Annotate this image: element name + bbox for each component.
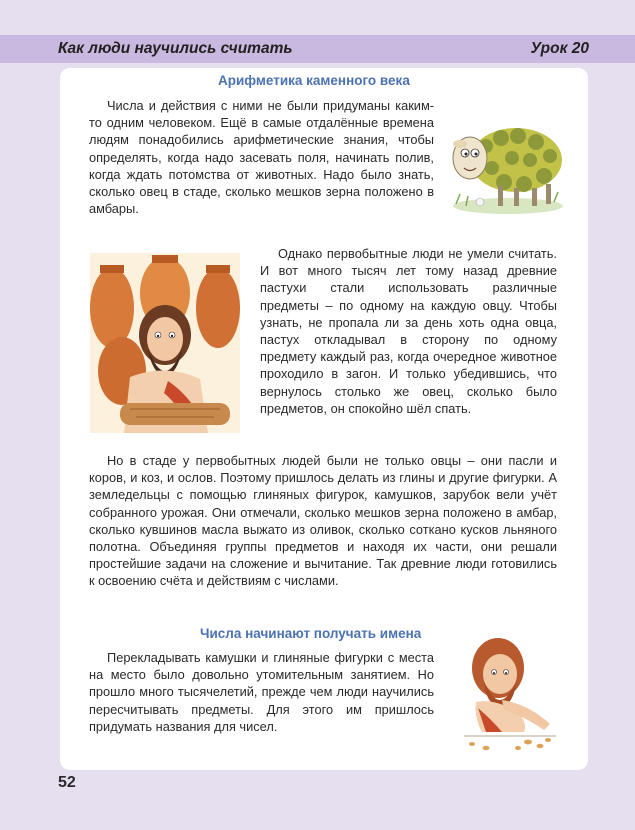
section-title-number-names: Числа начинают получать имена	[200, 626, 422, 641]
paragraph-number-names: Перекладывать камушки и глиняные фигурки с места на место было довольно утомительным занятием. Но прошло много тысячелетий, прежде чем люди научились пересчитывать предметы. Для этого им пришлось придумать названия для чисел.	[89, 650, 434, 734]
thinking-caveman-illustration	[458, 632, 558, 757]
section-title-stone-age: Арифметика каменного века	[218, 73, 410, 88]
sheep-illustration	[446, 98, 566, 218]
page-number: 52	[58, 774, 76, 791]
chapter-title: Как люди научились считать	[58, 40, 293, 57]
paragraph-intro: Числа и действия с ними не были придуманы каким-то одним человеком. Ещё в самые отдалённые времена людям понадобились арифметические знания, чтобы определять, когда надо засевать поля, начинать полив, когда ждать потомства от животных. Надо было знать, сколько овец в стаде, сколько мешков зерна положено в амбары.	[89, 98, 434, 217]
paragraph-shepherds: Однако первобытные люди не умели считать. И вот много тысяч лет тому назад древние пастухи стали использовать различные предметы – по одному на каждую овцу. Чтобы узнать, не пропала ли за день хоть одна овца, пастух откладывал в сторону по одному предмету каждый раз, когда очередное животное проходило в загон. И только убедившись, что вернулось столько же овец, сколько было предметов, он спокойно шёл спать.	[260, 246, 557, 416]
paragraph-clay-figures: Но в стаде у первобытных людей были не только овцы – они пасли и коров, и коз, и ослов. Поэтому пришлось делать из глины и другие фигурки. А земледельцы с помощью глиняных фигурок, камушков, зарубок вели учёт собранного урожая. Они отмечали, сколько мешков зерна положено в амбар, сколько кувшинов масла выжато из оливок, сколько соткано кусков льняного полотна. Объединяя группы предметов и находя их части, они решали простейшие задачи на сложение и вычитание. Так древние люди готовились к освоению счёта и действиям с числами.	[89, 453, 557, 589]
shepherd-with-pots-illustration	[90, 253, 240, 433]
lesson-label: Урок 20	[530, 40, 589, 57]
